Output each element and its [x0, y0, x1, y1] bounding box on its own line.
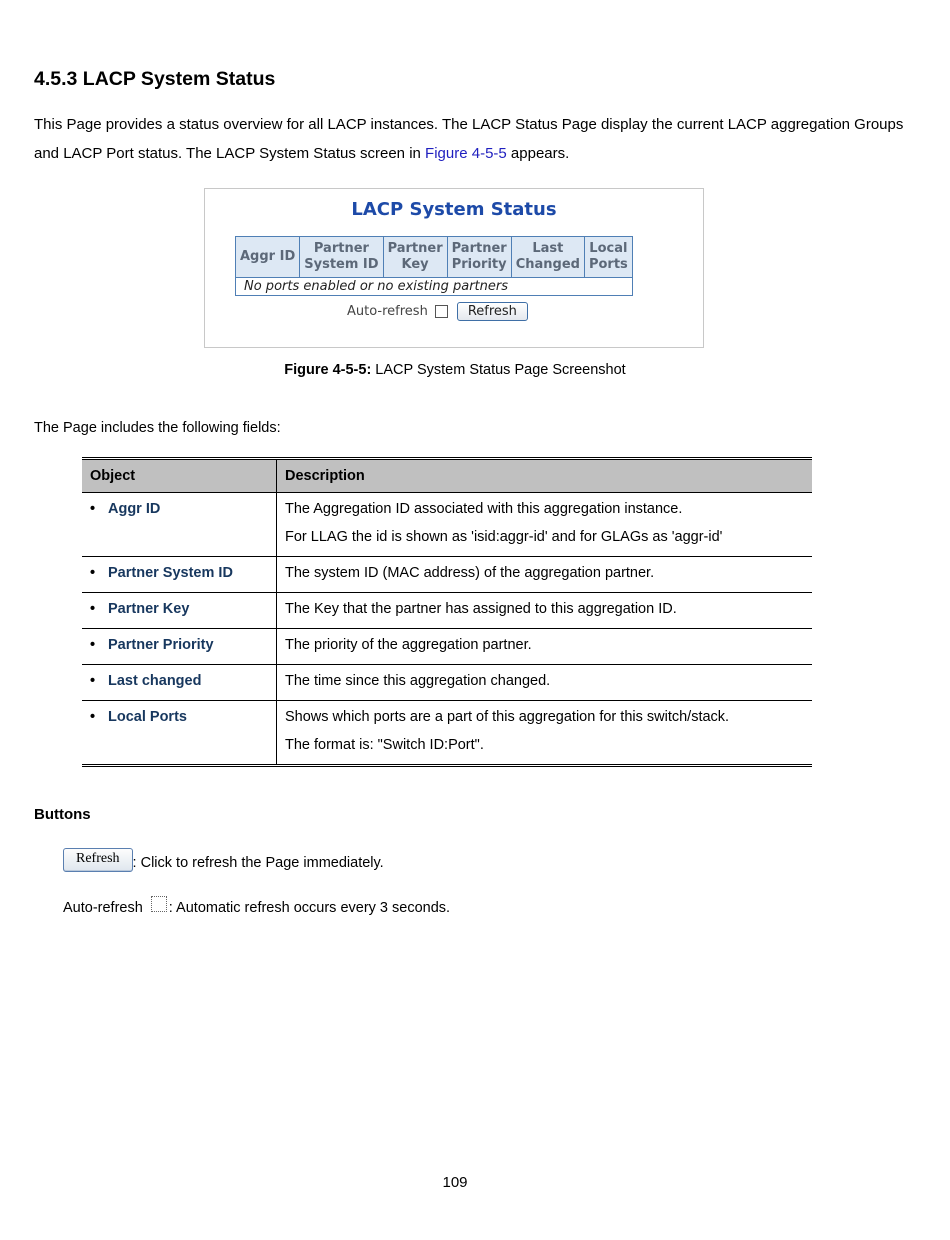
auto-refresh-description: : Automatic refresh occurs every 3 seconds. — [168, 900, 451, 916]
object-cell — [82, 557, 277, 593]
figure-controls — [347, 302, 528, 321]
col-label-line2: Ports — [588, 257, 628, 272]
figure-auto-refresh-label: Auto-refresh — [347, 304, 428, 319]
intro-line-2 — [34, 139, 914, 168]
bullet-icon: • — [90, 565, 96, 581]
table-row — [82, 701, 812, 766]
intro-line-1: This Page provides a status overview for all LACP instances. The LACP Status Page display the current LACP aggregation Groups — [34, 116, 904, 133]
lacp-status-table — [235, 236, 633, 296]
bullet-icon: • — [90, 601, 96, 617]
fields-header-row — [82, 459, 812, 493]
header-description: Description — [277, 459, 813, 493]
description-cell — [277, 493, 813, 557]
buttons-heading: Buttons — [34, 806, 91, 823]
col-label-line2: Key — [401, 257, 429, 272]
bullet-icon: • — [90, 637, 96, 653]
figure-refresh-button[interactable]: Refresh — [457, 302, 528, 321]
col-partner-system-id — [300, 237, 383, 278]
description-line: Shows which ports are a part of this aggregation for this switch/stack. — [285, 709, 730, 725]
bullet-icon: • — [90, 673, 96, 689]
table-row — [82, 629, 812, 665]
intro-paragraph — [34, 110, 914, 168]
description-cell — [277, 557, 813, 593]
auto-refresh-label: Auto-refresh — [63, 900, 143, 916]
object-cell — [82, 629, 277, 665]
description-line: The format is: "Switch ID:Port". — [285, 737, 484, 753]
col-label-line2: Changed — [515, 257, 580, 272]
caption-text: LACP System Status Page Screenshot — [371, 362, 626, 378]
description-line: The time since this aggregation changed. — [285, 673, 551, 689]
auto-refresh-checkbox[interactable] — [151, 896, 167, 912]
description-line: The system ID (MAC address) of the aggregation partner. — [285, 565, 655, 581]
object-name: Local Ports — [108, 709, 187, 725]
col-last-changed — [511, 237, 584, 278]
col-label-line1: Last — [532, 241, 564, 256]
object-cell — [82, 701, 277, 766]
figure-caption — [0, 362, 910, 378]
section-heading: 4.5.3 LACP System Status — [34, 68, 276, 90]
caption-label: Figure 4-5-5: — [284, 362, 372, 378]
table-row — [82, 593, 812, 629]
description-cell — [277, 701, 813, 766]
col-label-line1: Partner — [451, 241, 507, 256]
lacp-table-header-row — [236, 237, 633, 278]
fields-intro: The Page includes the following fields: — [34, 420, 281, 436]
figure-auto-refresh-checkbox[interactable] — [435, 305, 448, 318]
col-label-line1: Partner — [387, 241, 443, 256]
refresh-button[interactable]: Refresh — [63, 848, 133, 872]
object-cell — [82, 493, 277, 557]
col-partner-priority — [447, 237, 511, 278]
col-label-line1: Partner — [313, 241, 369, 256]
intro-text-after-link: appears. — [506, 145, 570, 162]
object-cell — [82, 593, 277, 629]
object-name: Last changed — [108, 673, 202, 689]
lacp-status-screenshot — [204, 188, 704, 348]
col-local-ports — [584, 237, 632, 278]
description-line: The Key that the partner has assigned to this aggregation ID. — [285, 601, 677, 617]
description-line: The Aggregation ID associated with this aggregation instance. — [285, 501, 683, 517]
object-name: Partner Priority — [108, 637, 214, 653]
description-line: For LLAG the id is shown as 'isid:aggr-id' and for GLAGs as 'aggr-id' — [285, 529, 723, 545]
description-line: The priority of the aggregation partner. — [285, 637, 532, 653]
object-name: Partner Key — [108, 601, 190, 617]
header-object: Object — [82, 459, 277, 493]
refresh-description: : Click to refresh the Page immediately. — [132, 855, 384, 871]
col-label-line2: System ID — [304, 257, 379, 272]
object-name: Aggr ID — [108, 501, 161, 517]
col-aggr-id — [236, 237, 300, 278]
figure-link[interactable]: Figure 4-5-5 — [425, 145, 507, 162]
description-cell — [277, 629, 813, 665]
refresh-button-row — [63, 848, 384, 872]
empty-message: No ports enabled or no existing partners — [236, 278, 633, 296]
auto-refresh-row — [63, 896, 450, 916]
object-name: Partner System ID — [108, 565, 233, 581]
table-row — [82, 493, 812, 557]
object-cell — [82, 665, 277, 701]
lacp-empty-row — [236, 278, 633, 296]
col-label-line1: Local — [589, 241, 628, 256]
figure-title: LACP System Status — [351, 199, 557, 220]
page-number: 109 — [442, 1174, 468, 1191]
table-row — [82, 557, 812, 593]
description-cell — [277, 593, 813, 629]
intro-text-before-link: and LACP Port status. The LACP System Status screen in — [34, 145, 426, 162]
col-partner-key — [383, 237, 447, 278]
col-label-line2: Priority — [451, 257, 507, 272]
col-aggr-id-label: Aggr ID — [240, 249, 296, 264]
bullet-icon: • — [90, 709, 96, 725]
table-row — [82, 665, 812, 701]
bullet-icon: • — [90, 501, 96, 517]
description-cell — [277, 665, 813, 701]
fields-table — [82, 457, 812, 767]
